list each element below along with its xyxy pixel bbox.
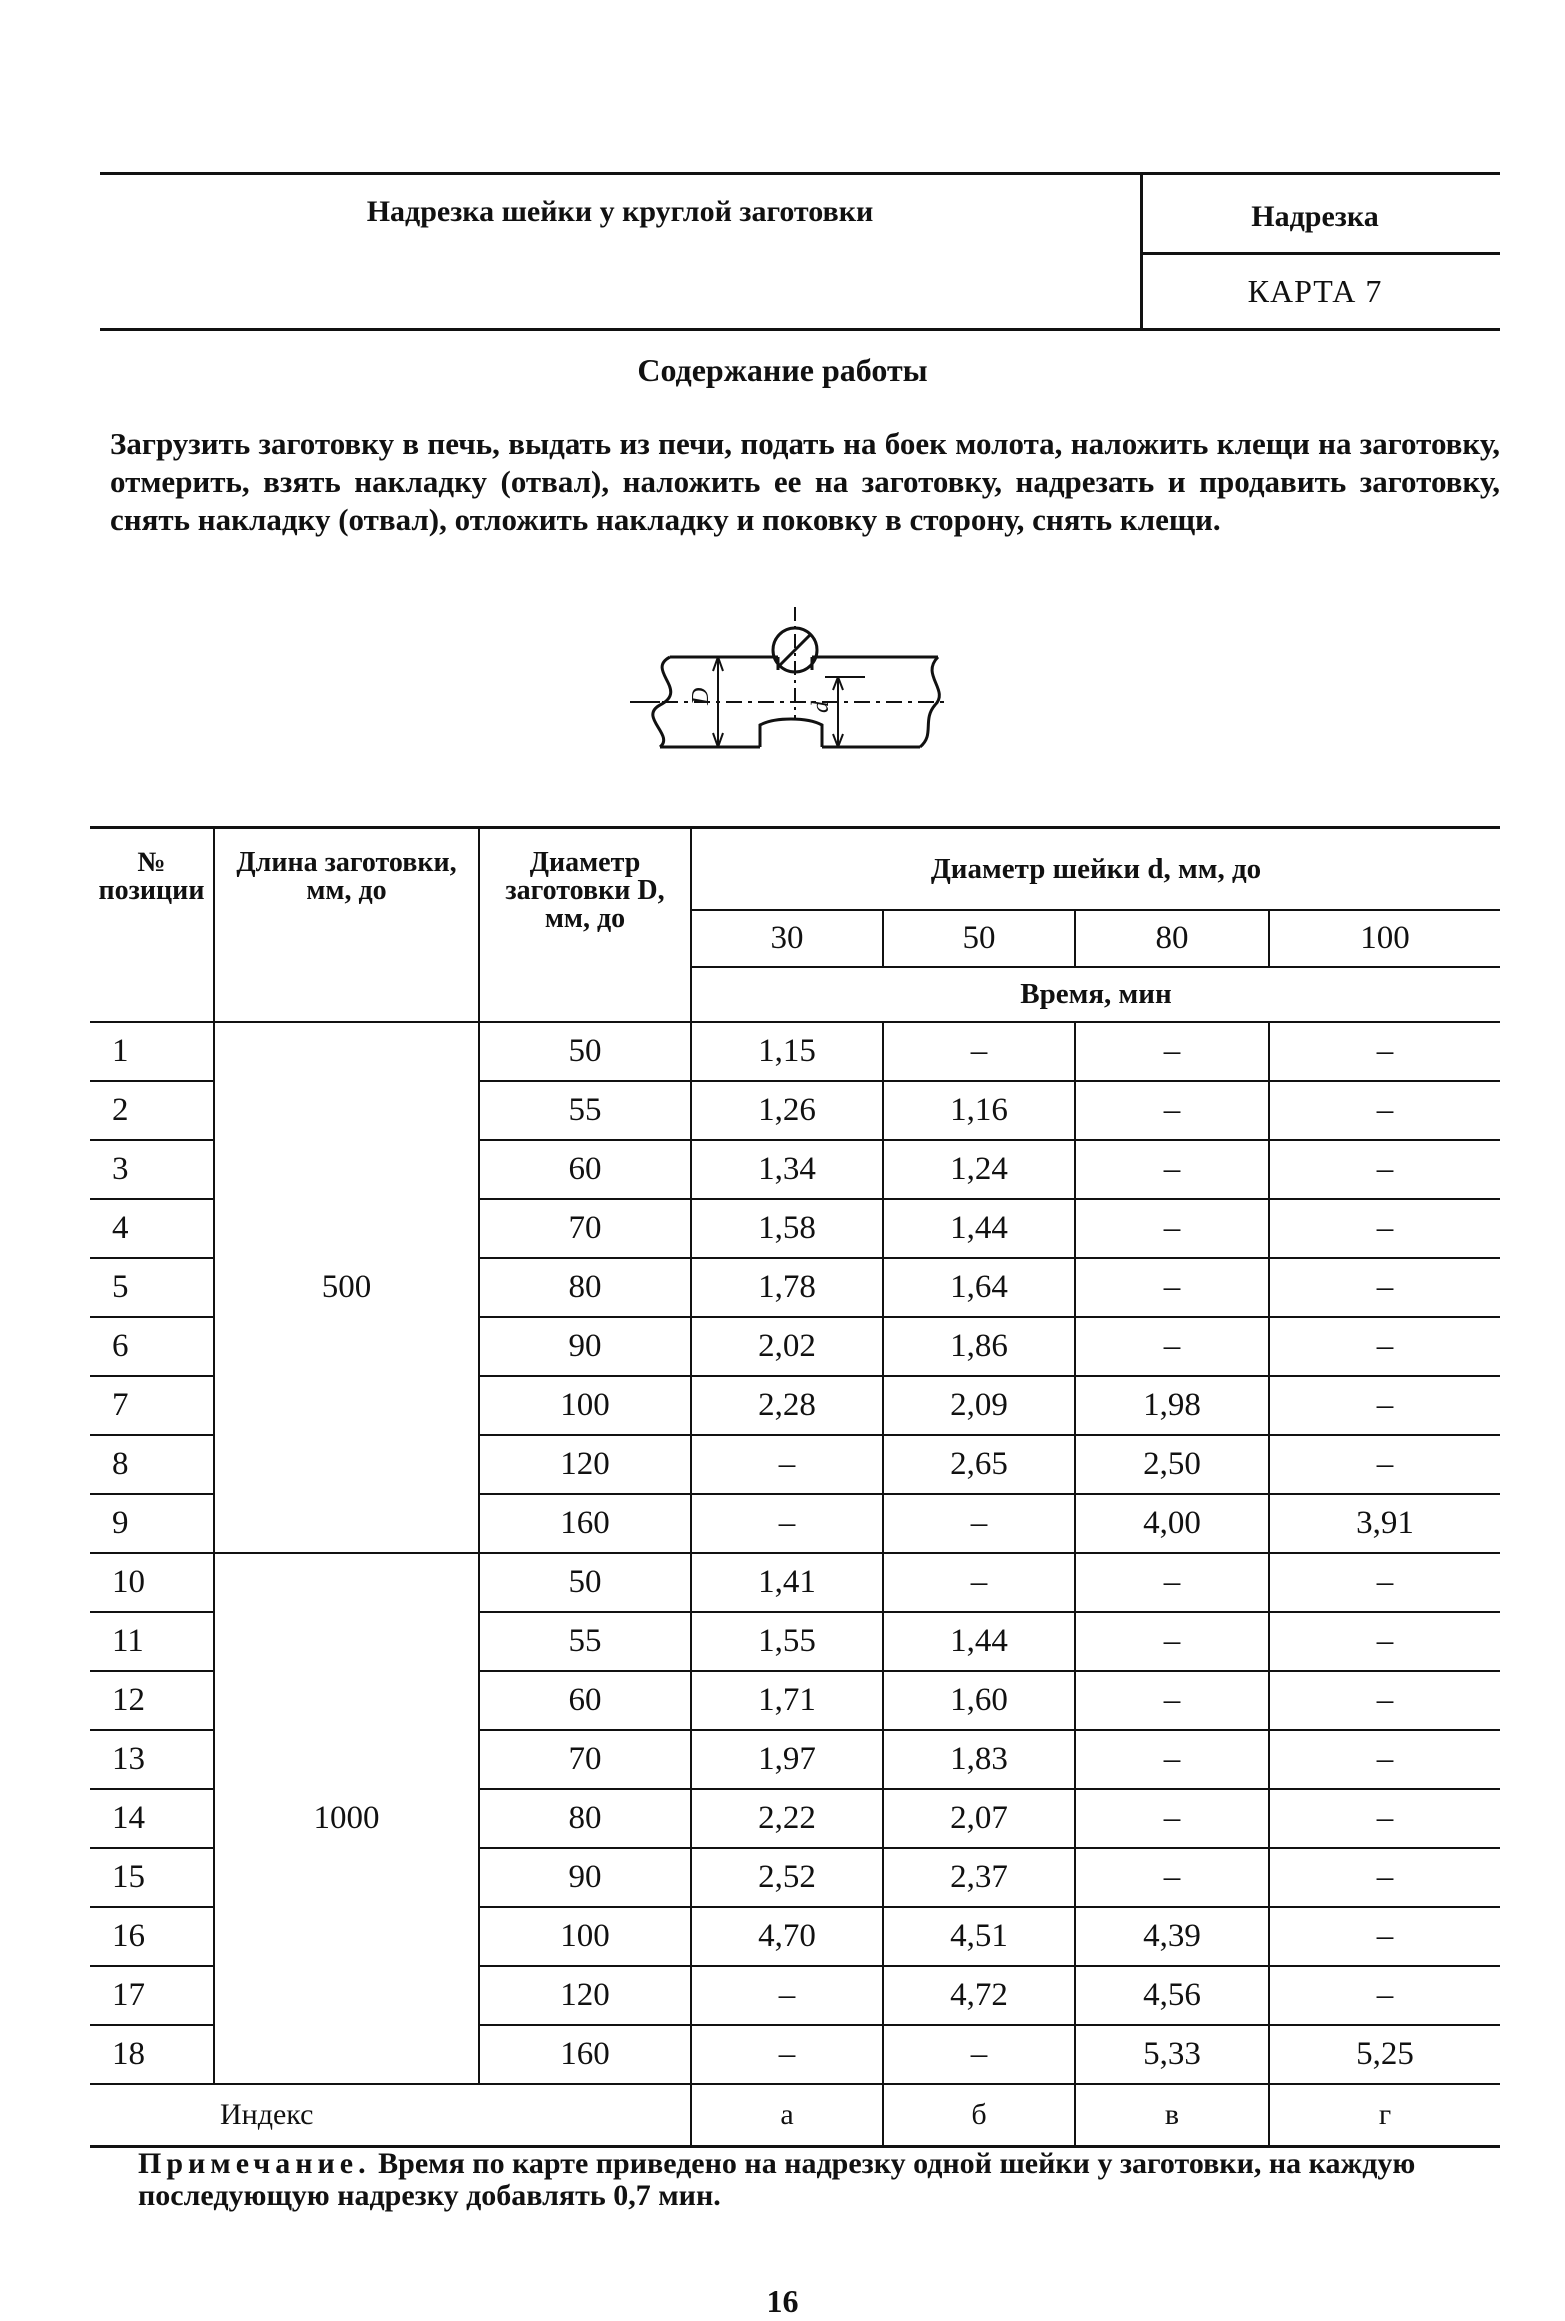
- row-diameter: 55: [479, 1612, 691, 1671]
- time-cell: –: [1269, 1553, 1500, 1612]
- row-diameter: 160: [479, 2025, 691, 2084]
- time-cell: –: [1075, 1022, 1269, 1081]
- time-cell: 1,15: [691, 1022, 883, 1081]
- time-cell: 2,37: [883, 1848, 1075, 1907]
- sub-col-50: 50: [883, 910, 1075, 967]
- time-cell: 2,09: [883, 1376, 1075, 1435]
- row-diameter: 90: [479, 1317, 691, 1376]
- row-diameter: 100: [479, 1376, 691, 1435]
- time-cell: 1,16: [883, 1081, 1075, 1140]
- time-cell: –: [1269, 1435, 1500, 1494]
- time-cell: –: [1269, 1140, 1500, 1199]
- time-cell: –: [1269, 1022, 1500, 1081]
- row-diameter: 80: [479, 1789, 691, 1848]
- sub-col-80: 80: [1075, 910, 1269, 967]
- row-diameter: 70: [479, 1730, 691, 1789]
- time-cell: –: [1075, 1199, 1269, 1258]
- time-cell: –: [1269, 1376, 1500, 1435]
- time-cell: –: [1269, 1907, 1500, 1966]
- row-diameter: 90: [479, 1848, 691, 1907]
- row-position: 10: [90, 1553, 214, 1612]
- time-cell: –: [1075, 1671, 1269, 1730]
- header-mid-rule: [1140, 252, 1500, 255]
- time-cell: –: [1269, 1848, 1500, 1907]
- row-position: 17: [90, 1966, 214, 2025]
- time-cell: 1,26: [691, 1081, 883, 1140]
- time-cell: 4,70: [691, 1907, 883, 1966]
- time-cell: 1,83: [883, 1730, 1075, 1789]
- time-cell: 1,41: [691, 1553, 883, 1612]
- card-category: Надрезка: [1251, 200, 1379, 233]
- row-position: 13: [90, 1730, 214, 1789]
- row-position: 5: [90, 1258, 214, 1317]
- time-cell: –: [1075, 1848, 1269, 1907]
- row-position: 16: [90, 1907, 214, 1966]
- row-position: 12: [90, 1671, 214, 1730]
- time-cell: 1,44: [883, 1199, 1075, 1258]
- time-cell: 3,91: [1269, 1494, 1500, 1553]
- card-number: КАРТА 7: [1247, 273, 1383, 309]
- index-value: б: [883, 2084, 1075, 2147]
- row-diameter: 50: [479, 1553, 691, 1612]
- row-position: 7: [90, 1376, 214, 1435]
- workpiece-sketch: [600, 595, 950, 770]
- time-cell: 1,86: [883, 1317, 1075, 1376]
- index-value: а: [691, 2084, 883, 2147]
- time-cell: 1,24: [883, 1140, 1075, 1199]
- time-cell: 4,51: [883, 1907, 1075, 1966]
- row-diameter: 60: [479, 1140, 691, 1199]
- time-cell: 1,97: [691, 1730, 883, 1789]
- row-position: 14: [90, 1789, 214, 1848]
- time-cell: 1,34: [691, 1140, 883, 1199]
- time-cell: 1,98: [1075, 1376, 1269, 1435]
- time-cell: 4,56: [1075, 1966, 1269, 2025]
- work-content-title: Содержание работы: [637, 352, 928, 388]
- row-diameter: 160: [479, 1494, 691, 1553]
- row-diameter: 70: [479, 1199, 691, 1258]
- time-norm-table: [90, 826, 1500, 2148]
- time-cell: 2,50: [1075, 1435, 1269, 1494]
- time-cell: 2,02: [691, 1317, 883, 1376]
- time-cell: –: [1269, 1966, 1500, 2025]
- row-position: 18: [90, 2025, 214, 2084]
- dim-label-D: D: [688, 687, 714, 705]
- col-header-neck-diameter: Диаметр шейки d, мм, до: [691, 828, 1500, 911]
- note-text: Время по карте приведено на надрезку одной шейки у заготовки, на каждую последующую надрезку добавлять 0,7 мин.: [138, 2147, 1416, 2212]
- row-position: 6: [90, 1317, 214, 1376]
- time-cell: 1,58: [691, 1199, 883, 1258]
- row-diameter: 120: [479, 1966, 691, 2025]
- row-position: 9: [90, 1494, 214, 1553]
- time-cell: –: [1075, 1317, 1269, 1376]
- time-cell: –: [1075, 1258, 1269, 1317]
- time-cell: –: [1269, 1612, 1500, 1671]
- time-cell: 2,28: [691, 1376, 883, 1435]
- note: [138, 2148, 1518, 2212]
- time-cell: –: [883, 1494, 1075, 1553]
- time-cell: –: [691, 1494, 883, 1553]
- time-cell: –: [1269, 1730, 1500, 1789]
- time-cell: –: [1269, 1317, 1500, 1376]
- time-cell: –: [1269, 1671, 1500, 1730]
- note-label: Примечание.: [138, 2147, 371, 2180]
- length-group: 500: [214, 1022, 479, 1553]
- sub-col-100: 100: [1269, 910, 1500, 967]
- row-diameter: 60: [479, 1671, 691, 1730]
- table-row: [90, 1022, 1500, 1081]
- row-diameter: 120: [479, 1435, 691, 1494]
- time-cell: –: [1269, 1081, 1500, 1140]
- dim-label-d: d: [808, 701, 834, 713]
- time-cell: –: [883, 2025, 1075, 2084]
- time-cell: –: [1269, 1199, 1500, 1258]
- length-group: 1000: [214, 1553, 479, 2084]
- row-position: 8: [90, 1435, 214, 1494]
- time-cell: –: [691, 1966, 883, 2025]
- work-content-text: Загрузить заготовку в печь, выдать из печи, подать на боек молота, наложить клещи на заготовку, отмерить, взять накладку (отвал), наложить ее на заготовку, надрезать и продавить заготовку, снять накладку (отвал), отложить накладку и поковку в сторону, снять клещи.: [110, 426, 1500, 537]
- time-cell: –: [691, 1435, 883, 1494]
- time-cell: 1,60: [883, 1671, 1075, 1730]
- header-top-rule: [100, 172, 1500, 175]
- col-header-diameter-D: Диаметр заготовки D, мм, до: [479, 828, 691, 1023]
- time-cell: 1,64: [883, 1258, 1075, 1317]
- row-position: 1: [90, 1022, 214, 1081]
- time-cell: –: [1075, 1789, 1269, 1848]
- time-cell: –: [1269, 1258, 1500, 1317]
- time-cell: 2,52: [691, 1848, 883, 1907]
- row-position: 11: [90, 1612, 214, 1671]
- time-cell: 2,65: [883, 1435, 1075, 1494]
- table-row: [90, 1553, 1500, 1612]
- row-diameter: 100: [479, 1907, 691, 1966]
- time-cell: –: [1075, 1553, 1269, 1612]
- page-number: 16: [766, 2283, 799, 2319]
- row-position: 15: [90, 1848, 214, 1907]
- time-cell: –: [691, 2025, 883, 2084]
- index-value: г: [1269, 2084, 1500, 2147]
- time-cell: 4,39: [1075, 1907, 1269, 1966]
- row-position: 4: [90, 1199, 214, 1258]
- card-title: Надрезка шейки у круглой заготовки: [366, 195, 874, 228]
- time-cell: 2,22: [691, 1789, 883, 1848]
- time-cell: 1,71: [691, 1671, 883, 1730]
- time-cell: –: [1269, 1789, 1500, 1848]
- time-cell: –: [883, 1553, 1075, 1612]
- time-cell: 1,78: [691, 1258, 883, 1317]
- row-diameter: 50: [479, 1022, 691, 1081]
- col-header-length: Длина заготовки, мм, до: [214, 828, 479, 1023]
- time-unit-header: Время, мин: [691, 967, 1500, 1022]
- sub-col-30: 30: [691, 910, 883, 967]
- time-cell: –: [1075, 1612, 1269, 1671]
- time-cell: 2,07: [883, 1789, 1075, 1848]
- time-cell: 5,33: [1075, 2025, 1269, 2084]
- time-cell: 1,55: [691, 1612, 883, 1671]
- table-body: [90, 1022, 1500, 2084]
- index-label: Индекс: [90, 2084, 691, 2147]
- col-header-position: № позиции: [90, 828, 214, 1023]
- row-diameter: 55: [479, 1081, 691, 1140]
- time-cell: 5,25: [1269, 2025, 1500, 2084]
- time-cell: –: [1075, 1140, 1269, 1199]
- row-diameter: 80: [479, 1258, 691, 1317]
- time-cell: 4,72: [883, 1966, 1075, 2025]
- time-cell: –: [883, 1022, 1075, 1081]
- index-value: в: [1075, 2084, 1269, 2147]
- row-position: 3: [90, 1140, 214, 1199]
- time-cell: –: [1075, 1730, 1269, 1789]
- row-position: 2: [90, 1081, 214, 1140]
- time-cell: 1,44: [883, 1612, 1075, 1671]
- time-cell: 4,00: [1075, 1494, 1269, 1553]
- header-bottom-rule: [100, 328, 1500, 331]
- time-cell: –: [1075, 1081, 1269, 1140]
